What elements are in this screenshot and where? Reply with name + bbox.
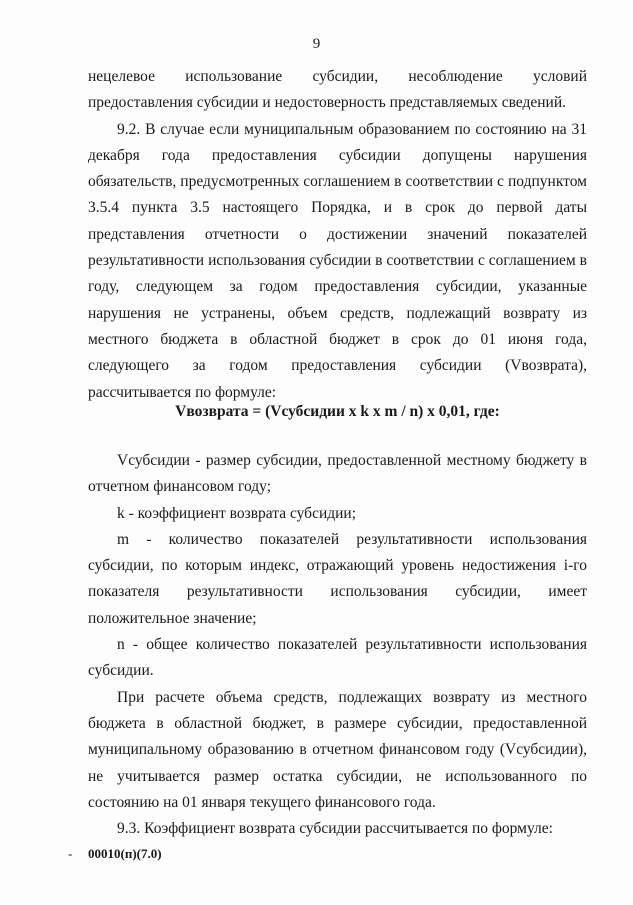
paragraph: k - коэффициент возврата субсидии;	[117, 504, 357, 522]
paragraph: n - общее количество показателей результативности использования субсидии.	[88, 636, 587, 680]
paragraph: Vсубсидии - размер субсидии, предоставленной местному бюджету в отчетном финансовом году;	[88, 452, 587, 496]
footer-dash: -	[68, 846, 73, 861]
paragraph: нецелевое использование субсидии, несоблюдение условий предоставления субсидии и недостоверность представляемых сведений.	[88, 68, 587, 112]
paragraph: 9.2. В случае если муниципальным образованием по состоянию на 31 декабря года предоставления субсидии допущены нарушения обязательств, предусмотренных соглашением в соответствии с подпунктом 3.5.4 пункта 3.5 настоящего Порядка, и в срок до первой даты представления отчетности о достижении значений показателей результативности использования субсидии в соответствии с соглашением в году, следующем за годом предоставления субсидии, указанные нарушения не устранены, объем средств, подлежащий возврату из местного бюджета в областной бюджет в срок до 01 июня года, следующего за годом предоставления субсидии (Vвозврата), рассчитывается по формуле:	[88, 120, 587, 401]
text-block-bottom	[88, 448, 587, 842]
page-number: 9	[312, 36, 321, 52]
formula: Vвозврата = (Vсубсидии x k x m / n) x 0,01, где:	[175, 403, 500, 420]
text-block-top	[88, 64, 587, 406]
paragraph: При расчете объема средств, подлежащих возврату из местного бюджета в областной бюджет, в размере субсидии, предоставленной муниципальному образованию в отчетном финансовом году (Vсубсидии), не учитывается размер остатка субсидии, не использованного по состоянию на 01 января текущего финансового года.	[88, 688, 587, 811]
paragraph: m - количество показателей результативности использования субсидии, по которым индекс, отражающий уровень недостижения i-го показателя результативности использования субсидии, имеет положительное значение;	[88, 530, 587, 627]
document-code: 00010(п)(7.0)	[88, 846, 162, 861]
paragraph: 9.3. Коэффициент возврата субсидии рассчитывается по формуле:	[117, 820, 553, 838]
